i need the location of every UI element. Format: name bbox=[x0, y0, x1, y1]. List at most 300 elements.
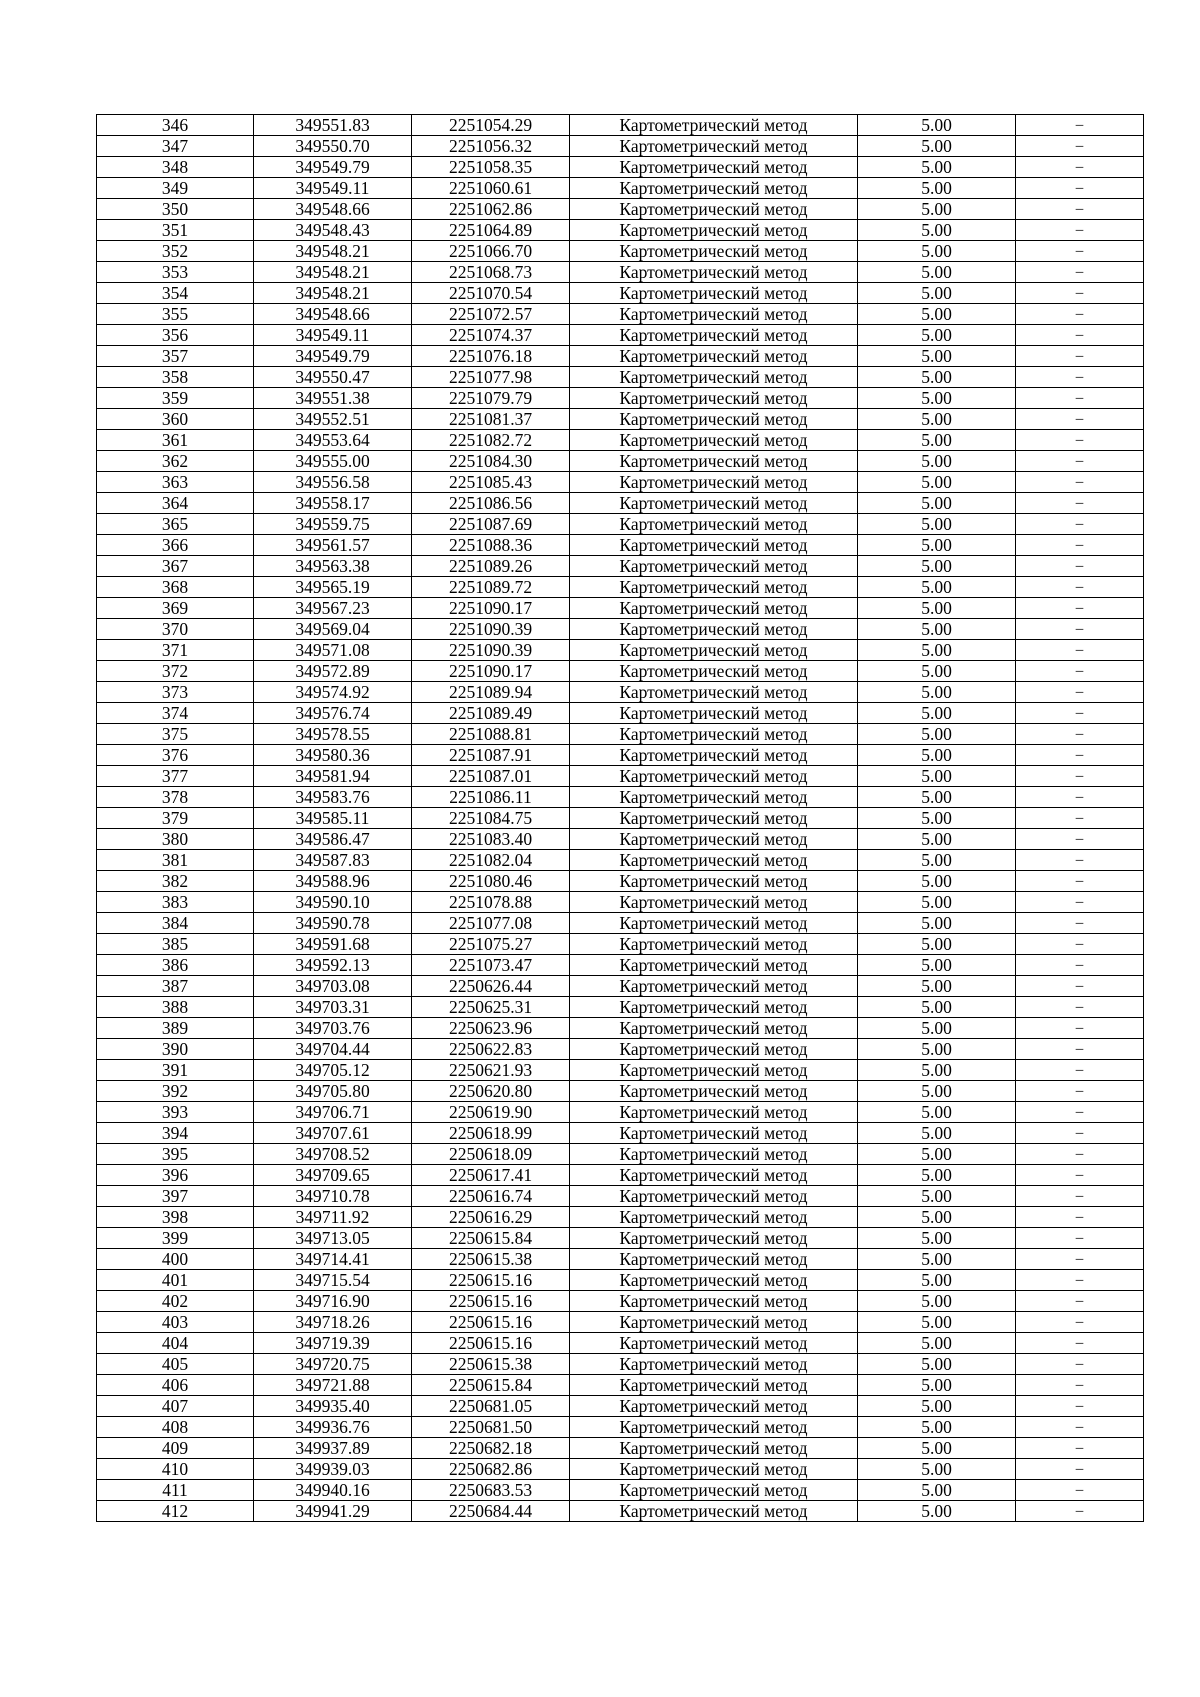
accuracy-cell: 5.00 bbox=[858, 1018, 1016, 1039]
x-coordinate-cell: 349576.74 bbox=[254, 703, 412, 724]
method-cell: Картометрический метод bbox=[570, 220, 858, 241]
point-number-cell: 364 bbox=[97, 493, 254, 514]
method-cell: Картометрический метод bbox=[570, 1207, 858, 1228]
accuracy-cell: 5.00 bbox=[858, 1312, 1016, 1333]
description-cell: – bbox=[1016, 535, 1144, 556]
y-coordinate-cell: 2251088.36 bbox=[412, 535, 570, 556]
method-cell: Картометрический метод bbox=[570, 619, 858, 640]
x-coordinate-cell: 349561.57 bbox=[254, 535, 412, 556]
accuracy-cell: 5.00 bbox=[858, 1480, 1016, 1501]
table-row bbox=[97, 346, 1144, 367]
table-row bbox=[97, 871, 1144, 892]
y-coordinate-cell: 2251084.30 bbox=[412, 451, 570, 472]
y-coordinate-cell: 2250621.93 bbox=[412, 1060, 570, 1081]
accuracy-cell: 5.00 bbox=[858, 199, 1016, 220]
description-cell: – bbox=[1016, 157, 1144, 178]
description-cell: – bbox=[1016, 472, 1144, 493]
y-coordinate-cell: 2251077.98 bbox=[412, 367, 570, 388]
x-coordinate-cell: 349937.89 bbox=[254, 1438, 412, 1459]
method-cell: Картометрический метод bbox=[570, 1186, 858, 1207]
x-coordinate-cell: 349720.75 bbox=[254, 1354, 412, 1375]
x-coordinate-cell: 349719.39 bbox=[254, 1333, 412, 1354]
description-cell: – bbox=[1016, 1228, 1144, 1249]
x-coordinate-cell: 349556.58 bbox=[254, 472, 412, 493]
y-coordinate-cell: 2250616.29 bbox=[412, 1207, 570, 1228]
point-number-cell: 375 bbox=[97, 724, 254, 745]
x-coordinate-cell: 349549.11 bbox=[254, 325, 412, 346]
description-cell: – bbox=[1016, 1459, 1144, 1480]
point-number-cell: 376 bbox=[97, 745, 254, 766]
y-coordinate-cell: 2251090.39 bbox=[412, 640, 570, 661]
table-row bbox=[97, 640, 1144, 661]
x-coordinate-cell: 349548.21 bbox=[254, 262, 412, 283]
description-cell: – bbox=[1016, 619, 1144, 640]
description-cell: – bbox=[1016, 766, 1144, 787]
table-row bbox=[97, 1459, 1144, 1480]
accuracy-cell: 5.00 bbox=[858, 1144, 1016, 1165]
point-number-cell: 354 bbox=[97, 283, 254, 304]
y-coordinate-cell: 2250617.41 bbox=[412, 1165, 570, 1186]
point-number-cell: 399 bbox=[97, 1228, 254, 1249]
point-number-cell: 366 bbox=[97, 535, 254, 556]
method-cell: Картометрический метод bbox=[570, 1354, 858, 1375]
x-coordinate-cell: 349592.13 bbox=[254, 955, 412, 976]
x-coordinate-cell: 349587.83 bbox=[254, 850, 412, 871]
point-number-cell: 363 bbox=[97, 472, 254, 493]
method-cell: Картометрический метод bbox=[570, 682, 858, 703]
accuracy-cell: 5.00 bbox=[858, 787, 1016, 808]
accuracy-cell: 5.00 bbox=[858, 703, 1016, 724]
table-row bbox=[97, 682, 1144, 703]
table-row bbox=[97, 1270, 1144, 1291]
accuracy-cell: 5.00 bbox=[858, 1165, 1016, 1186]
table-row bbox=[97, 430, 1144, 451]
table-row bbox=[97, 367, 1144, 388]
y-coordinate-cell: 2251080.46 bbox=[412, 871, 570, 892]
x-coordinate-cell: 349716.90 bbox=[254, 1291, 412, 1312]
y-coordinate-cell: 2251070.54 bbox=[412, 283, 570, 304]
x-coordinate-cell: 349548.66 bbox=[254, 199, 412, 220]
x-coordinate-cell: 349585.11 bbox=[254, 808, 412, 829]
description-cell: – bbox=[1016, 1249, 1144, 1270]
description-cell: – bbox=[1016, 1333, 1144, 1354]
table-row bbox=[97, 787, 1144, 808]
method-cell: Картометрический метод bbox=[570, 115, 858, 136]
point-number-cell: 368 bbox=[97, 577, 254, 598]
y-coordinate-cell: 2250684.44 bbox=[412, 1501, 570, 1522]
accuracy-cell: 5.00 bbox=[858, 682, 1016, 703]
accuracy-cell: 5.00 bbox=[858, 283, 1016, 304]
method-cell: Картометрический метод bbox=[570, 976, 858, 997]
table-row bbox=[97, 1018, 1144, 1039]
table-row bbox=[97, 178, 1144, 199]
accuracy-cell: 5.00 bbox=[858, 304, 1016, 325]
y-coordinate-cell: 2251082.72 bbox=[412, 430, 570, 451]
description-cell: – bbox=[1016, 976, 1144, 997]
description-cell: – bbox=[1016, 367, 1144, 388]
method-cell: Картометрический метод bbox=[570, 1291, 858, 1312]
point-number-cell: 355 bbox=[97, 304, 254, 325]
method-cell: Картометрический метод bbox=[570, 1333, 858, 1354]
method-cell: Картометрический метод bbox=[570, 724, 858, 745]
x-coordinate-cell: 349549.11 bbox=[254, 178, 412, 199]
description-cell: – bbox=[1016, 556, 1144, 577]
x-coordinate-cell: 349714.41 bbox=[254, 1249, 412, 1270]
description-cell: – bbox=[1016, 283, 1144, 304]
method-cell: Картометрический метод bbox=[570, 325, 858, 346]
description-cell: – bbox=[1016, 514, 1144, 535]
y-coordinate-cell: 2251075.27 bbox=[412, 934, 570, 955]
y-coordinate-cell: 2250620.80 bbox=[412, 1081, 570, 1102]
method-cell: Картометрический метод bbox=[570, 892, 858, 913]
method-cell: Картометрический метод bbox=[570, 367, 858, 388]
table-row bbox=[97, 934, 1144, 955]
point-number-cell: 372 bbox=[97, 661, 254, 682]
point-number-cell: 390 bbox=[97, 1039, 254, 1060]
x-coordinate-cell: 349935.40 bbox=[254, 1396, 412, 1417]
x-coordinate-cell: 349703.76 bbox=[254, 1018, 412, 1039]
accuracy-cell: 5.00 bbox=[858, 1354, 1016, 1375]
accuracy-cell: 5.00 bbox=[858, 1123, 1016, 1144]
table-row bbox=[97, 1123, 1144, 1144]
point-number-cell: 397 bbox=[97, 1186, 254, 1207]
table-row bbox=[97, 1417, 1144, 1438]
point-number-cell: 391 bbox=[97, 1060, 254, 1081]
point-number-cell: 380 bbox=[97, 829, 254, 850]
description-cell: – bbox=[1016, 178, 1144, 199]
method-cell: Картометрический метод bbox=[570, 157, 858, 178]
accuracy-cell: 5.00 bbox=[858, 745, 1016, 766]
x-coordinate-cell: 349548.21 bbox=[254, 283, 412, 304]
description-cell: – bbox=[1016, 241, 1144, 262]
point-number-cell: 356 bbox=[97, 325, 254, 346]
y-coordinate-cell: 2250616.74 bbox=[412, 1186, 570, 1207]
point-number-cell: 362 bbox=[97, 451, 254, 472]
point-number-cell: 357 bbox=[97, 346, 254, 367]
description-cell: – bbox=[1016, 913, 1144, 934]
point-number-cell: 410 bbox=[97, 1459, 254, 1480]
point-number-cell: 369 bbox=[97, 598, 254, 619]
y-coordinate-cell: 2251079.79 bbox=[412, 388, 570, 409]
accuracy-cell: 5.00 bbox=[858, 409, 1016, 430]
accuracy-cell: 5.00 bbox=[858, 1291, 1016, 1312]
method-cell: Картометрический метод bbox=[570, 1249, 858, 1270]
method-cell: Картометрический метод bbox=[570, 1039, 858, 1060]
description-cell: – bbox=[1016, 493, 1144, 514]
point-number-cell: 352 bbox=[97, 241, 254, 262]
x-coordinate-cell: 349572.89 bbox=[254, 661, 412, 682]
table-row bbox=[97, 199, 1144, 220]
table-row bbox=[97, 556, 1144, 577]
method-cell: Картометрический метод bbox=[570, 745, 858, 766]
x-coordinate-cell: 349940.16 bbox=[254, 1480, 412, 1501]
point-number-cell: 403 bbox=[97, 1312, 254, 1333]
method-cell: Картометрический метод bbox=[570, 283, 858, 304]
x-coordinate-cell: 349581.94 bbox=[254, 766, 412, 787]
y-coordinate-cell: 2250618.09 bbox=[412, 1144, 570, 1165]
y-coordinate-cell: 2251064.89 bbox=[412, 220, 570, 241]
point-number-cell: 394 bbox=[97, 1123, 254, 1144]
point-number-cell: 347 bbox=[97, 136, 254, 157]
method-cell: Картометрический метод bbox=[570, 1081, 858, 1102]
method-cell: Картометрический метод bbox=[570, 199, 858, 220]
method-cell: Картометрический метод bbox=[570, 1438, 858, 1459]
point-number-cell: 402 bbox=[97, 1291, 254, 1312]
table-row bbox=[97, 514, 1144, 535]
x-coordinate-cell: 349578.55 bbox=[254, 724, 412, 745]
y-coordinate-cell: 2251060.61 bbox=[412, 178, 570, 199]
y-coordinate-cell: 2250625.31 bbox=[412, 997, 570, 1018]
description-cell: – bbox=[1016, 1039, 1144, 1060]
x-coordinate-cell: 349591.68 bbox=[254, 934, 412, 955]
y-coordinate-cell: 2251073.47 bbox=[412, 955, 570, 976]
accuracy-cell: 5.00 bbox=[858, 850, 1016, 871]
point-number-cell: 405 bbox=[97, 1354, 254, 1375]
description-cell: – bbox=[1016, 1081, 1144, 1102]
accuracy-cell: 5.00 bbox=[858, 829, 1016, 850]
x-coordinate-cell: 349552.51 bbox=[254, 409, 412, 430]
description-cell: – bbox=[1016, 1165, 1144, 1186]
table-row bbox=[97, 409, 1144, 430]
description-cell: – bbox=[1016, 745, 1144, 766]
method-cell: Картометрический метод bbox=[570, 913, 858, 934]
x-coordinate-cell: 349559.75 bbox=[254, 514, 412, 535]
method-cell: Картометрический метод bbox=[570, 514, 858, 535]
table-row bbox=[97, 1501, 1144, 1522]
point-number-cell: 400 bbox=[97, 1249, 254, 1270]
x-coordinate-cell: 349550.47 bbox=[254, 367, 412, 388]
y-coordinate-cell: 2251086.56 bbox=[412, 493, 570, 514]
method-cell: Картометрический метод bbox=[570, 472, 858, 493]
y-coordinate-cell: 2250615.84 bbox=[412, 1375, 570, 1396]
method-cell: Картометрический метод bbox=[570, 1459, 858, 1480]
point-number-cell: 377 bbox=[97, 766, 254, 787]
point-number-cell: 348 bbox=[97, 157, 254, 178]
x-coordinate-cell: 349721.88 bbox=[254, 1375, 412, 1396]
description-cell: – bbox=[1016, 1102, 1144, 1123]
y-coordinate-cell: 2251058.35 bbox=[412, 157, 570, 178]
y-coordinate-cell: 2251082.04 bbox=[412, 850, 570, 871]
y-coordinate-cell: 2251076.18 bbox=[412, 346, 570, 367]
method-cell: Картометрический метод bbox=[570, 1228, 858, 1249]
y-coordinate-cell: 2250615.38 bbox=[412, 1249, 570, 1270]
point-number-cell: 406 bbox=[97, 1375, 254, 1396]
description-cell: – bbox=[1016, 451, 1144, 472]
y-coordinate-cell: 2251089.72 bbox=[412, 577, 570, 598]
y-coordinate-cell: 2251090.17 bbox=[412, 598, 570, 619]
table-row bbox=[97, 241, 1144, 262]
method-cell: Картометрический метод bbox=[570, 304, 858, 325]
accuracy-cell: 5.00 bbox=[858, 808, 1016, 829]
description-cell: – bbox=[1016, 1123, 1144, 1144]
point-number-cell: 358 bbox=[97, 367, 254, 388]
table-row bbox=[97, 724, 1144, 745]
description-cell: – bbox=[1016, 1018, 1144, 1039]
description-cell: – bbox=[1016, 724, 1144, 745]
table-row bbox=[97, 157, 1144, 178]
accuracy-cell: 5.00 bbox=[858, 325, 1016, 346]
y-coordinate-cell: 2250626.44 bbox=[412, 976, 570, 997]
method-cell: Картометрический метод bbox=[570, 1396, 858, 1417]
table-row bbox=[97, 472, 1144, 493]
point-number-cell: 367 bbox=[97, 556, 254, 577]
x-coordinate-cell: 349551.83 bbox=[254, 115, 412, 136]
table-row bbox=[97, 1228, 1144, 1249]
table-row bbox=[97, 325, 1144, 346]
description-cell: – bbox=[1016, 808, 1144, 829]
description-cell: – bbox=[1016, 1396, 1144, 1417]
x-coordinate-cell: 349703.08 bbox=[254, 976, 412, 997]
y-coordinate-cell: 2251088.81 bbox=[412, 724, 570, 745]
table-row bbox=[97, 745, 1144, 766]
table-row bbox=[97, 829, 1144, 850]
table-row bbox=[97, 1144, 1144, 1165]
accuracy-cell: 5.00 bbox=[858, 136, 1016, 157]
x-coordinate-cell: 349710.78 bbox=[254, 1186, 412, 1207]
description-cell: – bbox=[1016, 934, 1144, 955]
y-coordinate-cell: 2251086.11 bbox=[412, 787, 570, 808]
x-coordinate-cell: 349567.23 bbox=[254, 598, 412, 619]
y-coordinate-cell: 2251089.94 bbox=[412, 682, 570, 703]
table-row bbox=[97, 1312, 1144, 1333]
x-coordinate-cell: 349548.21 bbox=[254, 241, 412, 262]
y-coordinate-cell: 2251083.40 bbox=[412, 829, 570, 850]
table-row bbox=[97, 1291, 1144, 1312]
x-coordinate-cell: 349548.66 bbox=[254, 304, 412, 325]
point-number-cell: 381 bbox=[97, 850, 254, 871]
table-row bbox=[97, 577, 1144, 598]
coordinates-table-body bbox=[97, 115, 1144, 1522]
x-coordinate-cell: 349705.12 bbox=[254, 1060, 412, 1081]
method-cell: Картометрический метод bbox=[570, 1480, 858, 1501]
accuracy-cell: 5.00 bbox=[858, 619, 1016, 640]
method-cell: Картометрический метод bbox=[570, 1417, 858, 1438]
x-coordinate-cell: 349550.70 bbox=[254, 136, 412, 157]
y-coordinate-cell: 2251087.69 bbox=[412, 514, 570, 535]
description-cell: – bbox=[1016, 1480, 1144, 1501]
accuracy-cell: 5.00 bbox=[858, 724, 1016, 745]
description-cell: – bbox=[1016, 787, 1144, 808]
accuracy-cell: 5.00 bbox=[858, 430, 1016, 451]
y-coordinate-cell: 2251066.70 bbox=[412, 241, 570, 262]
y-coordinate-cell: 2250615.16 bbox=[412, 1312, 570, 1333]
accuracy-cell: 5.00 bbox=[858, 388, 1016, 409]
y-coordinate-cell: 2251068.73 bbox=[412, 262, 570, 283]
x-coordinate-cell: 349707.61 bbox=[254, 1123, 412, 1144]
description-cell: – bbox=[1016, 829, 1144, 850]
accuracy-cell: 5.00 bbox=[858, 1102, 1016, 1123]
method-cell: Картометрический метод bbox=[570, 535, 858, 556]
table-row bbox=[97, 1480, 1144, 1501]
y-coordinate-cell: 2251056.32 bbox=[412, 136, 570, 157]
accuracy-cell: 5.00 bbox=[858, 1228, 1016, 1249]
point-number-cell: 374 bbox=[97, 703, 254, 724]
x-coordinate-cell: 349580.36 bbox=[254, 745, 412, 766]
point-number-cell: 382 bbox=[97, 871, 254, 892]
method-cell: Картометрический метод bbox=[570, 850, 858, 871]
y-coordinate-cell: 2250682.86 bbox=[412, 1459, 570, 1480]
table-row bbox=[97, 262, 1144, 283]
accuracy-cell: 5.00 bbox=[858, 1417, 1016, 1438]
description-cell: – bbox=[1016, 115, 1144, 136]
method-cell: Картометрический метод bbox=[570, 262, 858, 283]
accuracy-cell: 5.00 bbox=[858, 346, 1016, 367]
point-number-cell: 401 bbox=[97, 1270, 254, 1291]
description-cell: – bbox=[1016, 1291, 1144, 1312]
method-cell: Картометрический метод bbox=[570, 241, 858, 262]
method-cell: Картометрический метод bbox=[570, 703, 858, 724]
method-cell: Картометрический метод bbox=[570, 178, 858, 199]
description-cell: – bbox=[1016, 220, 1144, 241]
table-row bbox=[97, 619, 1144, 640]
accuracy-cell: 5.00 bbox=[858, 367, 1016, 388]
table-row bbox=[97, 283, 1144, 304]
method-cell: Картометрический метод bbox=[570, 955, 858, 976]
y-coordinate-cell: 2251078.88 bbox=[412, 892, 570, 913]
method-cell: Картометрический метод bbox=[570, 388, 858, 409]
description-cell: – bbox=[1016, 1060, 1144, 1081]
method-cell: Картометрический метод bbox=[570, 1270, 858, 1291]
description-cell: – bbox=[1016, 199, 1144, 220]
point-number-cell: 360 bbox=[97, 409, 254, 430]
point-number-cell: 409 bbox=[97, 1438, 254, 1459]
y-coordinate-cell: 2251074.37 bbox=[412, 325, 570, 346]
point-number-cell: 351 bbox=[97, 220, 254, 241]
y-coordinate-cell: 2251089.49 bbox=[412, 703, 570, 724]
table-row bbox=[97, 661, 1144, 682]
accuracy-cell: 5.00 bbox=[858, 451, 1016, 472]
description-cell: – bbox=[1016, 577, 1144, 598]
description-cell: – bbox=[1016, 388, 1144, 409]
x-coordinate-cell: 349558.17 bbox=[254, 493, 412, 514]
point-number-cell: 371 bbox=[97, 640, 254, 661]
y-coordinate-cell: 2250681.05 bbox=[412, 1396, 570, 1417]
accuracy-cell: 5.00 bbox=[858, 241, 1016, 262]
x-coordinate-cell: 349704.44 bbox=[254, 1039, 412, 1060]
point-number-cell: 379 bbox=[97, 808, 254, 829]
method-cell: Картометрический метод bbox=[570, 409, 858, 430]
x-coordinate-cell: 349711.92 bbox=[254, 1207, 412, 1228]
point-number-cell: 398 bbox=[97, 1207, 254, 1228]
point-number-cell: 359 bbox=[97, 388, 254, 409]
point-number-cell: 387 bbox=[97, 976, 254, 997]
table-row bbox=[97, 1039, 1144, 1060]
x-coordinate-cell: 349588.96 bbox=[254, 871, 412, 892]
y-coordinate-cell: 2251054.29 bbox=[412, 115, 570, 136]
x-coordinate-cell: 349583.76 bbox=[254, 787, 412, 808]
x-coordinate-cell: 349708.52 bbox=[254, 1144, 412, 1165]
method-cell: Картометрический метод bbox=[570, 1018, 858, 1039]
description-cell: – bbox=[1016, 409, 1144, 430]
table-row bbox=[97, 766, 1144, 787]
method-cell: Картометрический метод bbox=[570, 1060, 858, 1081]
accuracy-cell: 5.00 bbox=[858, 955, 1016, 976]
description-cell: – bbox=[1016, 430, 1144, 451]
accuracy-cell: 5.00 bbox=[858, 493, 1016, 514]
x-coordinate-cell: 349703.31 bbox=[254, 997, 412, 1018]
accuracy-cell: 5.00 bbox=[858, 1081, 1016, 1102]
description-cell: – bbox=[1016, 640, 1144, 661]
description-cell: – bbox=[1016, 955, 1144, 976]
accuracy-cell: 5.00 bbox=[858, 157, 1016, 178]
description-cell: – bbox=[1016, 682, 1144, 703]
table-row bbox=[97, 1333, 1144, 1354]
y-coordinate-cell: 2250622.83 bbox=[412, 1039, 570, 1060]
description-cell: – bbox=[1016, 1501, 1144, 1522]
x-coordinate-cell: 349718.26 bbox=[254, 1312, 412, 1333]
x-coordinate-cell: 349569.04 bbox=[254, 619, 412, 640]
method-cell: Картометрический метод bbox=[570, 598, 858, 619]
